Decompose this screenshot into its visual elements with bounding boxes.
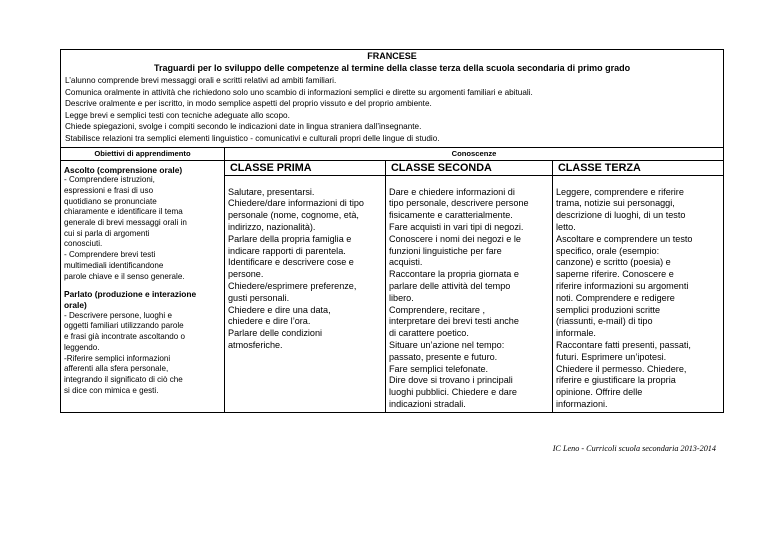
- parlato-line: e frasi già incontrate ascoltando o: [64, 332, 186, 342]
- prima-line: indirizzo, nazionalità).: [228, 221, 316, 232]
- ascolto-line: - Comprendere istruzioni,: [64, 175, 155, 185]
- objectives-header: Obiettivi di apprendimento: [61, 147, 225, 160]
- terza-line: informale.: [556, 328, 596, 339]
- seconda-line: acquisti.: [389, 257, 423, 268]
- seconda-line: interpretare dei brevi testi anche: [389, 316, 519, 327]
- seconda-line: Dire dove si trovano i principali: [389, 375, 513, 386]
- curriculum-table: [60, 49, 724, 413]
- terza-cell: [553, 175, 724, 412]
- prima-line: Chiedere/esprimere preferenze,: [228, 280, 357, 291]
- seconda-line: libero.: [389, 292, 414, 303]
- terza-line: futuri. Esprimere un’ipotesi.: [556, 351, 667, 362]
- traguardo-line: Legge brevi e semplici testi con tecniche adeguate allo scopo.: [65, 110, 290, 120]
- seconda-line: indicazioni stradali.: [389, 398, 466, 409]
- prima-line: Chiedere/dare informazioni di tipo: [228, 198, 364, 209]
- traguardi-title: Traguardi per lo sviluppo delle competenze al termine della classe terza della scuola secondaria di primo grado: [153, 63, 631, 73]
- class-header-row: [61, 160, 724, 175]
- prima-line: atmosferiche.: [228, 339, 283, 350]
- terza-line: canzone) e scritto (poesia) e: [556, 257, 671, 268]
- seconda-line: parlare delle attività del tempo: [389, 280, 511, 291]
- ascolto-line: quotidiano se pronunciate: [64, 196, 157, 206]
- parlato-line: leggendo.: [64, 342, 100, 352]
- traguardo-line: Comunica oralmente in attività che richiedono solo uno scambio di informazioni semplici e dirette su argomenti familiari e abituali.: [65, 87, 533, 97]
- prima-line: Chiedere e dire una data,: [228, 304, 331, 315]
- header-cell: [61, 50, 724, 148]
- seconda-line: Raccontare la propria giornata e: [389, 269, 519, 280]
- prima-line: personale (nome, cognome, età,: [228, 210, 359, 221]
- prima-line: Parlare della propria famiglia e: [228, 233, 352, 244]
- class-seconda-header: CLASSE SECONDA: [386, 160, 553, 175]
- prima-line: persone.: [228, 269, 264, 280]
- page-footer: IC Leno - Curricoli scuola secondaria 2013-2014: [552, 444, 716, 453]
- traguardo-line: L’alunno comprende brevi messaggi orali e scritti relativi ad ambiti familiari.: [65, 76, 337, 85]
- prima-line: gusti personali.: [228, 292, 290, 303]
- prima-line: Parlare delle condizioni: [228, 328, 323, 339]
- seconda-line: Conoscere i nomi dei negozi e le: [389, 233, 521, 244]
- terza-line: riferire e giustificare la propria: [556, 375, 676, 386]
- seconda-line: Dare e chiedere informazioni di: [389, 186, 515, 197]
- traguardo-line: Stabilisce relazioni tra semplici elementi linguistico - comunicativi e culturali propri delle lingue di studio.: [65, 133, 440, 143]
- terza-line: trama, notizie sui personaggi,: [556, 198, 675, 209]
- ascolto-line: conosciuti.: [64, 239, 103, 249]
- seconda-line: tipo personale, descrivere persone: [389, 198, 529, 209]
- parlato-line: integrando il significato di ciò che: [64, 374, 183, 384]
- subject-title: FRANCESE: [367, 51, 417, 61]
- seconda-line: Situare un’azione nel tempo:: [389, 339, 505, 350]
- traguardo-line: Chiede spiegazioni, svolge i compiti secondo le indicazioni date in lingua straniera dall’insegnante.: [65, 122, 422, 132]
- objectives-cell: [61, 160, 225, 412]
- ascolto-line: parole chiave e il senso generale.: [64, 271, 185, 281]
- terza-line: descrizione di luoghi, di un testo: [556, 210, 686, 221]
- seconda-line: passato, presente e futuro.: [389, 351, 498, 362]
- parlato-line: si dice con mimica e gesti.: [64, 385, 159, 395]
- ascolto-line: generale di brevi messaggi orali in: [64, 218, 187, 228]
- terza-line: saperne riferire. Conoscere e: [556, 269, 674, 280]
- seconda-line: luoghi pubblici. Chiedere e dare: [389, 387, 517, 398]
- seconda-line: fisicamente e caratterialmente.: [389, 210, 513, 221]
- terza-line: Raccontare fatti presenti, passati,: [556, 339, 691, 350]
- terza-line: informazioni.: [556, 398, 608, 409]
- class-prima-header: CLASSE PRIMA: [225, 160, 386, 175]
- seconda-cell: [386, 175, 553, 412]
- header-row: [61, 50, 724, 148]
- parlato-title: Parlato (produzione e interazione: [64, 289, 197, 300]
- parlato-title: orale): [64, 300, 87, 310]
- seconda-line: Comprendere, recitare ,: [389, 304, 486, 315]
- terza-line: Chiedere il permesso. Chiedere,: [556, 363, 687, 374]
- terza-line: riferire informazioni su argomenti: [556, 280, 689, 291]
- seconda-line: Fare acquisti in vari tipi di negozi.: [389, 221, 524, 232]
- column-header-row: [61, 147, 724, 160]
- terza-line: specifico, orale (esempio:: [556, 245, 660, 256]
- terza-line: Leggere, comprendere e riferire: [556, 186, 684, 197]
- terza-line: letto.: [556, 221, 576, 232]
- terza-line: (riassunti, e-mail) di tipo: [556, 316, 653, 327]
- prima-line: Salutare, presentarsi.: [228, 186, 315, 197]
- ascolto-line: cui si parla di argomenti: [64, 228, 150, 238]
- terza-line: semplici produzioni scritte: [556, 304, 661, 315]
- terza-line: opinione. Offrire delle: [556, 387, 643, 398]
- seconda-line: Fare semplici telefonate.: [389, 363, 489, 374]
- parlato-line: afferenti alla sfera personale,: [64, 364, 169, 374]
- ascolto-title: Ascolto (comprensione orale): [64, 164, 183, 175]
- traguardo-line: Descrive oralmente e per iscritto, in modo semplice aspetti del proprio vissuto e del proprio ambiente.: [65, 99, 432, 109]
- prima-line: Identificare e descrivere cose e: [228, 257, 354, 268]
- class-terza-header: CLASSE TERZA: [553, 160, 724, 175]
- parlato-line: oggetti familiari utilizzando parole: [64, 321, 184, 331]
- terza-line: noti. Comprendere e redigere: [556, 292, 675, 303]
- ascolto-line: espressioni e frasi di uso: [64, 185, 154, 195]
- prima-line: chiedere e dire l’ora.: [228, 316, 311, 327]
- knowledge-header: Conoscenze: [225, 147, 724, 160]
- prima-line: indicare rapporti di parentela.: [228, 245, 346, 256]
- ascolto-line: multimediali identificandone: [64, 260, 164, 270]
- ascolto-line: chiaramente e identificare il tema: [64, 207, 183, 217]
- parlato-line: - Descrivere persone, luoghi e: [64, 310, 172, 320]
- seconda-line: funzioni linguistiche per fare: [389, 245, 502, 256]
- ascolto-line: - Comprendere brevi testi: [64, 250, 156, 260]
- seconda-line: di carattere poetico.: [389, 328, 469, 339]
- terza-line: Ascoltare e comprendere un testo: [556, 233, 693, 244]
- parlato-line: -Riferire semplici informazioni: [64, 353, 171, 363]
- prima-cell: [225, 175, 386, 412]
